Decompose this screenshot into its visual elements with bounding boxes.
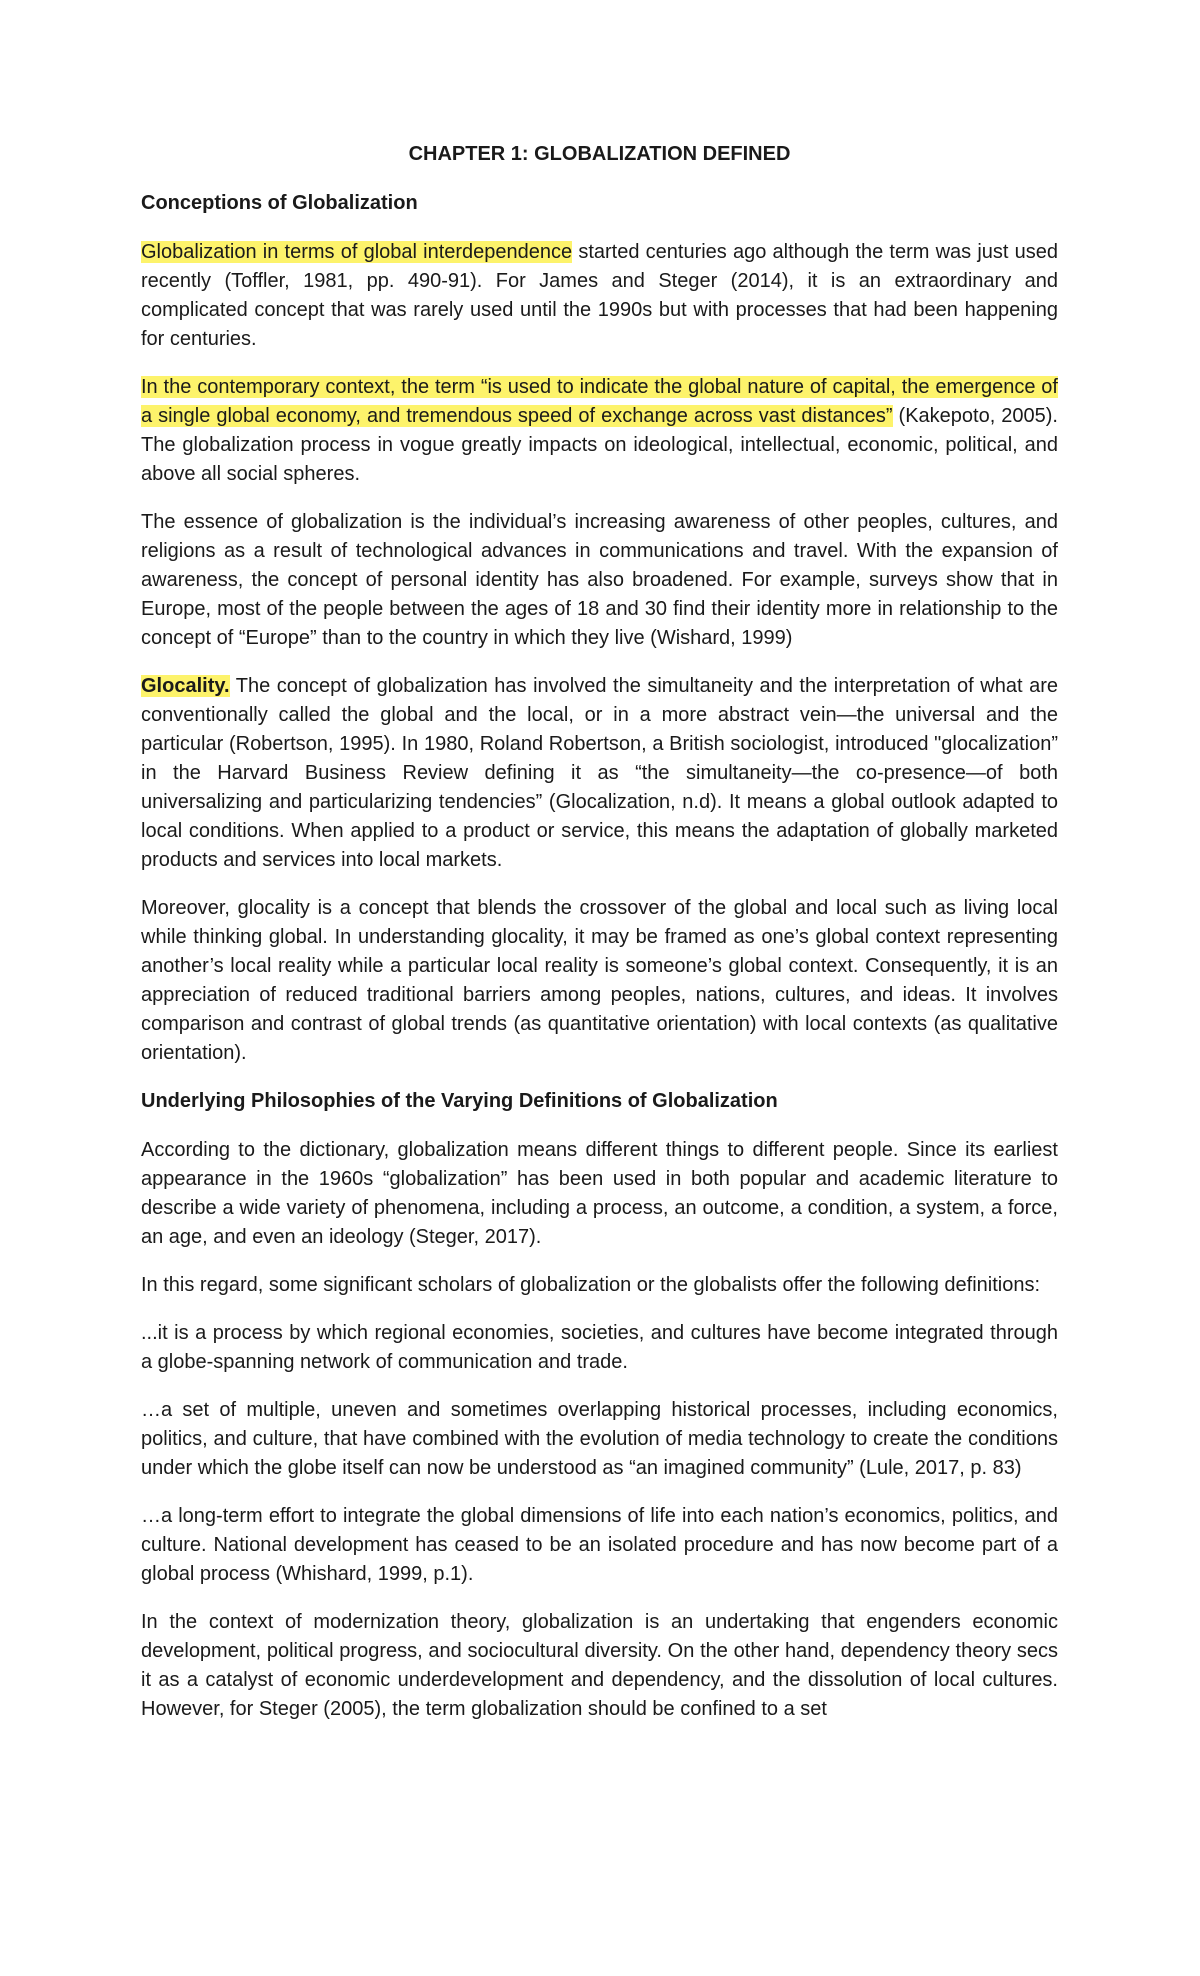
paragraph-definition-3: …a long-term effort to integrate the global dimensions of life into each nation’s economics, politics, and culture. National development has ceased to be an isolated procedure and has now become part of a global process (Whishard, 1999, p.1). [141,1505,1058,1585]
document-page [141,140,1058,1743]
paragraph-essence: The essence of globalization is the individual’s increasing awareness of other peoples, cultures, and religions as a result of technological advances in communications and travel. With the expansion of awareness, the concept of personal identity has also broadened. For example, surveys show that in Europe, most of the people between the ages of 18 and 30 find their identity more in relationship to the concept of “Europe” than to the country in which they live (Wishard, 1999) [141,511,1058,649]
paragraph-contemporary-context [141,373,1058,489]
paragraph-text: (Kakepoto, 2005). The globalization process in vogue greatly impacts on ideological, intellectual, economic, political, and above all social spheres. [141,405,1058,485]
chapter-title: CHAPTER 1: GLOBALIZATION DEFINED [408,143,791,165]
paragraph-definition-1: ...it is a process by which regional economies, societies, and cultures have become integrated through a globe-spanning network of communication and trade. [141,1322,1058,1373]
highlighted-text: Globalization in terms of global interdependence [141,241,573,263]
paragraph-text: The concept of globalization has involved the simultaneity and the interpretation of what are conventionally called the global and the local, or in a more abstract vein—the universal and the particular (Robertson, 1995). In 1980, Roland Robertson, a British sociologist, introduced "glocalization” in the Harvard Business Review defining it as “the simultaneity—the co-presence—of both universalizing and particularizing tendencies” (Glocalization, n.d). It means a global outlook adapted to local conditions. When applied to a product or service, this means the adaptation of globally marketed products and services into local markets. [141,675,1058,871]
paragraph-dictionary: According to the dictionary, globalization means different things to different people. Since its earliest appearance in the 1960s “globalization” has been used in both popular and academic literature to describe a wide variety of phenomena, including a process, an outcome, a condition, a system, a force, an age, and even an ideology (Steger, 2017). [141,1139,1058,1248]
section-heading-conceptions: Conceptions of Globalization [141,192,418,214]
highlighted-text: In the contemporary context, the term “is used to indicate the global nature of capital, the emergence of a single global economy, and tremendous speed of exchange across vast distances” [141,376,1058,427]
paragraph-modernization-theory: In the context of modernization theory, globalization is an undertaking that engenders economic development, political progress, and sociocultural diversity. On the other hand, dependency theory secs it as a catalyst of economic underdevelopment and dependency, and the dissolution of local cultures. However, for Steger (2005), the term globalization should be confined to a set [141,1611,1058,1720]
paragraph-interdependence [141,238,1058,354]
paragraph-glocality [141,672,1058,875]
paragraph-scholars: In this regard, some significant scholars of globalization or the globalists offer the following definitions: [141,1274,1041,1296]
paragraph-glocality-moreover: Moreover, glocality is a concept that blends the crossover of the global and local such as living local while thinking global. In understanding glocality, it may be framed as one’s global context representing another’s local reality while a particular local reality is someone’s global context. Consequently, it is an appreciation of reduced traditional barriers among peoples, nations, cultures, and ideas. It involves comparison and contrast of global trends (as quantitative orientation) with local contexts (as qualitative orientation). [141,897,1058,1064]
paragraph-text: started centuries ago although the term was just used recently (Toffler, 1981, pp. 490-91). For James and Steger (2014), it is an extraordinary and complicated concept that was rarely used until the 1990s but with processes that had been happening for centuries. [141,241,1059,350]
paragraph-definition-2: …a set of multiple, uneven and sometimes overlapping historical processes, including economics, politics, and culture, that have combined with the evolution of media technology to create the conditions under which the globe itself can now be understood as “an imagined community” (Lule, 2017, p. 83) [141,1399,1058,1479]
section-heading-philosophies: Underlying Philosophies of the Varying Definitions of Globalization [141,1090,778,1112]
glocality-term: Glocality. [141,675,230,697]
